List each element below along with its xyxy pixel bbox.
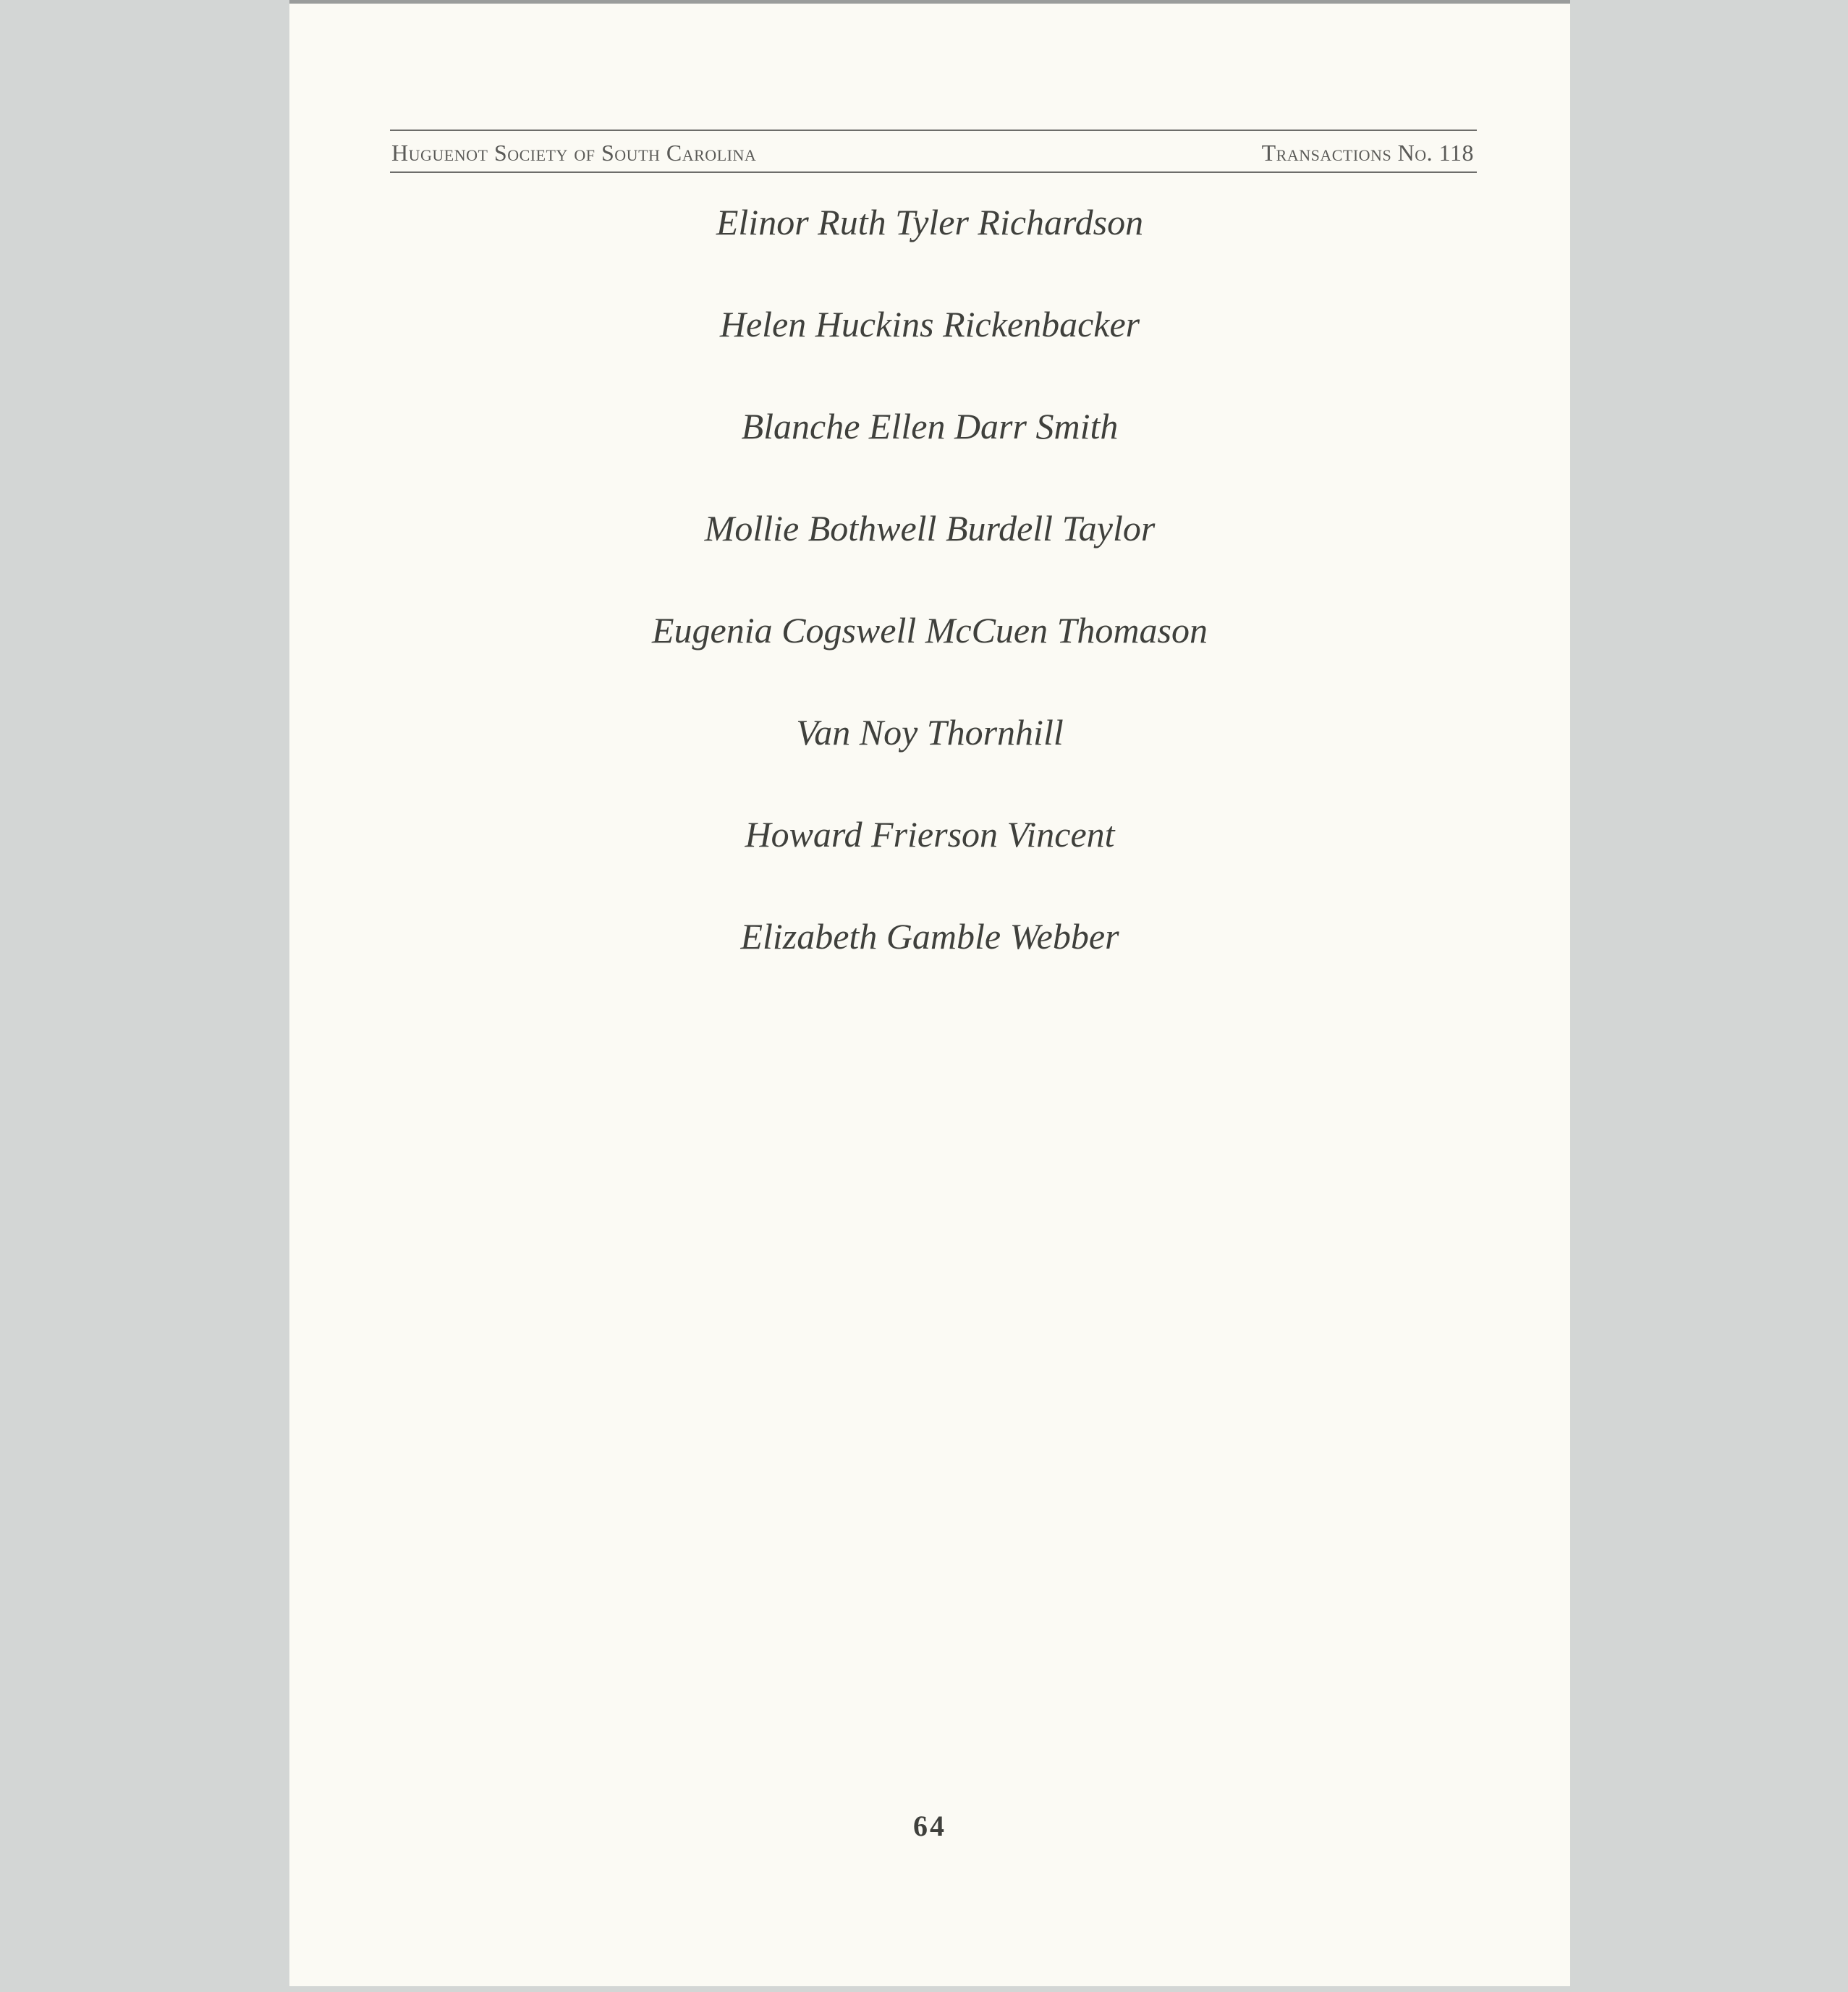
- member-name: Helen Huckins Rickenbacker: [719, 304, 1140, 344]
- page-number: 64: [913, 1810, 946, 1842]
- running-header: [390, 130, 1477, 173]
- header-transactions-number: Transactions No. 118: [1261, 140, 1474, 166]
- document-page: [289, 4, 1570, 1986]
- member-name: Elizabeth Gamble Webber: [740, 916, 1119, 957]
- member-name: Eugenia Cogswell McCuen Thomason: [651, 610, 1208, 650]
- member-name: Blanche Ellen Darr Smith: [741, 406, 1119, 446]
- member-name: Howard Frierson Vincent: [745, 814, 1115, 855]
- member-name: Elinor Ruth Tyler Richardson: [716, 202, 1144, 242]
- member-name: Van Noy Thornhill: [796, 712, 1064, 753]
- member-name: Mollie Bothwell Burdell Taylor: [704, 508, 1156, 548]
- header-society-title: Huguenot Society of South Carolina: [391, 140, 757, 166]
